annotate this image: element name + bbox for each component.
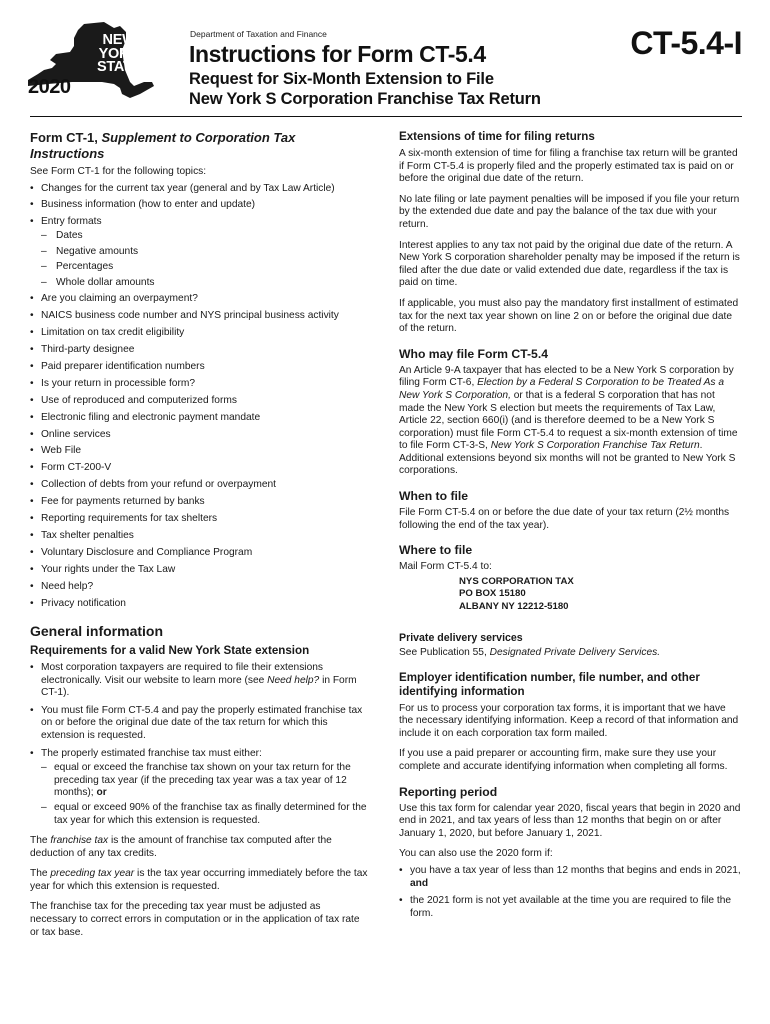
list-item: • The properly estimated franchise tax must either: – equal or exceed the franchise tax shown on your tax return for the preceding tax year (if the preceding tax year was a tax year of 12 months); or – equal or exceed 90% of the franchise tax as finally determined for the tax year for which this extension is requested. — [30, 748, 368, 828]
requirements-list — [30, 662, 368, 827]
list-item: • Limitation on tax credit eligibility — [30, 326, 368, 340]
list-item: • you have a tax year of less than 12 months that begins and ends in 2021, and — [399, 865, 742, 890]
list-item-entry-formats: • Entry formats – Dates – Negative amounts – Percentages – Whole dollar amounts — [30, 215, 368, 289]
logo-wordmark: NEW YORK STATE — [97, 32, 141, 75]
right-column — [399, 130, 742, 928]
list-item: – Percentages — [41, 260, 368, 274]
list-item: • Fee for payments returned by banks — [30, 495, 368, 509]
list-item: • Voluntary Disclosure and Compliance Program — [30, 546, 368, 560]
reporting-period-list — [399, 865, 742, 920]
list-item: • Online services — [30, 428, 368, 442]
list-item: • Electronic filing and electronic payment mandate — [30, 411, 368, 425]
ct1-heading: Form CT-1, Supplement to Corporation Tax Instructions — [30, 130, 296, 161]
paragraph: If applicable, you must also pay the mandatory first installment of estimated tax for the next tax year shown on line 2 on or before the original due date of the return. — [399, 297, 739, 335]
list-item: • Paid preparer identification numbers — [30, 360, 368, 374]
paragraph: An Article 9-A taxpayer that has elected to be a New York S corporation by filing Form CT-6, Election by a Federal S Corporation to be Treated As a New York S Corporation, or that is a federal S corporation that has not made the New York S election but meets the requirements of Tax Law, Article 22, section 660(i) (and is therefore deemed to be a New York S corporation) must file Form CT-5.4 to request a six-month extension of time to file Form CT-3-S, New York S Corporation Franchise Tax Return. Additional extensions beyond six months will not be granted to New York S corporations. — [399, 364, 738, 477]
general-information-heading: General information — [30, 623, 164, 640]
list-item: • Form CT-200-V — [30, 461, 368, 475]
preceding-tax-year-definition: The preceding tax year is the tax year occurring immediately before the tax year for which this extension is requested. — [30, 868, 368, 892]
extensions-heading: Extensions of time for filing returns — [399, 130, 595, 143]
list-item: • Are you claiming an overpayment? — [30, 292, 368, 306]
ct1-topic-list — [30, 182, 368, 611]
paragraph: Interest applies to any tax not paid by the original due date of the return. A New York S corporation shareholder penalty may be imposed if the return is filed after the due date or valid extended due date, regardless if the tax is paid on time. — [399, 239, 740, 289]
paragraph: You can also use the 2020 form if: — [399, 848, 553, 860]
list-item: • Use of reproduced and computerized forms — [30, 394, 368, 408]
mailing-address: NYS CORPORATION TAX PO BOX 15180 ALBANY NY 12212-5180 — [459, 575, 574, 612]
header-divider — [30, 116, 742, 117]
paragraph: For us to process your corporation tax forms, it is important that we have the necessary identifying information. Keep a record of that information and include it on each corporation tax form mailed. — [399, 702, 739, 739]
list-item: • the 2021 form is not yet available at the time you are required to file the form. — [399, 895, 742, 920]
paragraph: File Form CT-5.4 on or before the due date of your tax return (2½ months following the end of the tax year). — [399, 507, 730, 531]
list-item: • Collection of debts from your refund or overpayment — [30, 478, 368, 492]
paragraph: Use this tax form for calendar year 2020, fiscal years that begin in 2020 and end in 2021, and tax years of less than 12 months that begin on or after January 1, 2020, but before January 1, 2021. — [399, 802, 741, 839]
paragraph: No late filing or late payment penalties will be imposed if you file your return by the extended due date and pay the balance of the tax due with your return. — [399, 193, 740, 230]
private-delivery-heading: Private delivery services — [399, 632, 523, 645]
list-item: • Privacy notification — [30, 597, 368, 611]
list-item: • Your rights under the Tax Law — [30, 563, 368, 577]
estimated-tax-conditions — [41, 762, 368, 827]
paragraph: Mail Form CT-5.4 to: — [399, 561, 492, 573]
identifying-information-heading: Employer identification number, file number, and other identifying information — [399, 670, 700, 698]
where-to-file-heading: Where to file — [399, 543, 473, 558]
list-item: • Is your return in processible form? — [30, 377, 368, 391]
who-may-file-heading: Who may file Form CT-5.4 — [399, 346, 548, 361]
page-title: Instructions for Form CT-5.4 — [189, 41, 486, 67]
list-item: • Web File — [30, 444, 368, 458]
page-subtitle: Request for Six-Month Extension to File New York S Corporation Franchise Tax Return — [189, 70, 541, 108]
left-column — [30, 130, 368, 947]
entry-formats-sublist — [41, 229, 368, 289]
department-name: Department of Taxation and Finance — [190, 29, 327, 39]
nys-logo — [22, 20, 162, 102]
list-item: • Reporting requirements for tax shelters — [30, 512, 368, 526]
list-item: – equal or exceed the franchise tax shown on your tax return for the preceding tax year (if the preceding tax year was a tax year of 12 months); or — [41, 762, 368, 800]
list-item: • You must file Form CT-5.4 and pay the properly estimated franchise tax on or before the original due date of the tax return for which this extension is requested. — [30, 705, 368, 743]
list-item: – Negative amounts — [41, 245, 368, 259]
paragraph: A six-month extension of time for filing a franchise tax return will be granted if Form CT-5.4 is properly filed and the properly estimated tax is paid on or before the original due date of the return. — [399, 148, 738, 185]
ct1-intro: See Form CT-1 for the following topics: — [30, 166, 207, 177]
form-number: CT-5.4-I — [630, 25, 742, 61]
list-item: • Tax shelter penalties — [30, 529, 368, 543]
paragraph: If you use a paid preparer or accounting firm, make sure they use your complete and accurate identifying information when completing all forms. — [399, 748, 728, 773]
adjustment-paragraph: The franchise tax for the preceding tax year must be adjusted as necessary to correct errors in computation or in the application of tax rate or tax base. — [30, 901, 360, 938]
paragraph: See Publication 55, Designated Private Delivery Services. — [399, 647, 661, 659]
list-item: • Need help? — [30, 580, 368, 594]
list-item: – Whole dollar amounts — [41, 276, 368, 290]
list-item: • Business information (how to enter and update) — [30, 198, 368, 212]
list-item: • Changes for the current tax year (general and by Tax Law Article) — [30, 182, 368, 196]
logo-year: 2020 — [28, 76, 71, 98]
reporting-period-heading: Reporting period — [399, 784, 498, 799]
franchise-tax-definition: The franchise tax is the amount of franchise tax computed after the deduction of any tax credits. — [30, 835, 332, 859]
list-item: – Dates — [41, 229, 368, 243]
list-item: – equal or exceed 90% of the franchise tax as finally determined for the tax year for which this extension is requested. — [41, 802, 368, 827]
list-item: • NAICS business code number and NYS principal business activity — [30, 309, 368, 323]
requirements-heading: Requirements for a valid New York State extension — [30, 643, 310, 657]
list-item: • Third-party designee — [30, 343, 368, 357]
when-to-file-heading: When to file — [399, 489, 469, 504]
list-item: • Most corporation taxpayers are required to file their extensions electronically. Visit our website to learn more (see Need help? in Form CT-1). — [30, 662, 368, 700]
